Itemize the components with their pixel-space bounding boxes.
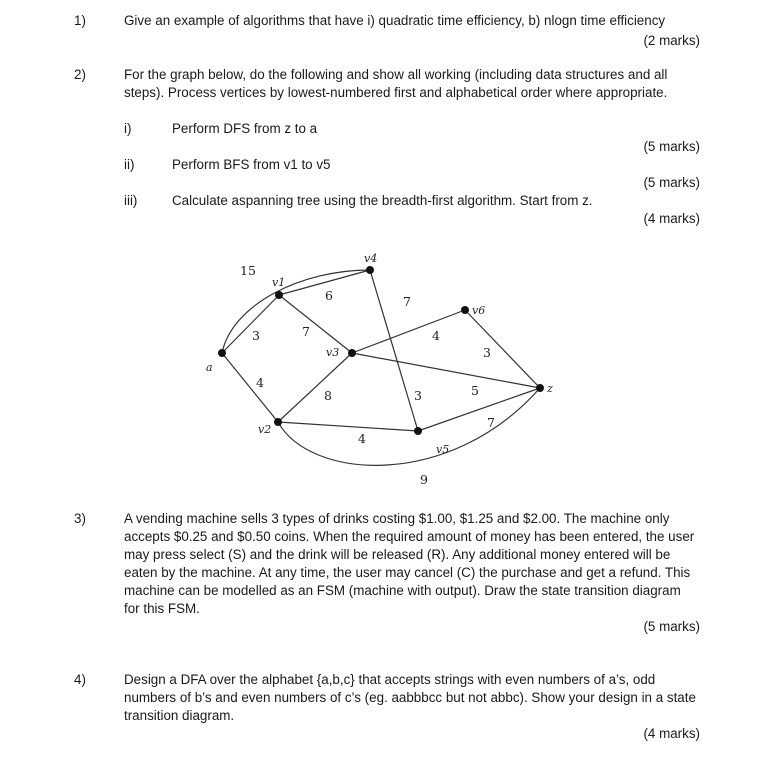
vertex-v3 [348, 349, 356, 357]
vertex-v5 [414, 427, 422, 435]
question-2-line-1: For the graph below, do the following and show all working (including data structures and all [124, 67, 668, 82]
question-2-part-3-marks: (4 marks) [643, 211, 700, 226]
weight-a-v1: 3 [252, 328, 260, 343]
vertex-v4 [366, 266, 374, 274]
edge-a-v2 [222, 353, 278, 422]
weight-v3-v6: 4 [432, 328, 440, 343]
question-4-line-3: transition diagram. [124, 708, 235, 723]
question-1-number: 1) [74, 13, 86, 28]
vertex-label-v1: v1 [272, 276, 286, 289]
question-4-number: 4) [74, 672, 86, 687]
weight-a-v4: 15 [240, 263, 256, 278]
vertex-z [536, 384, 544, 392]
question-2-part-2-number: ii) [124, 157, 135, 172]
question-1-text: Give an example of algorithms that have i) quadratic time efficiency, b) nlogn time efficiency [124, 13, 666, 28]
weight-v4-v5: 7 [403, 294, 411, 309]
question-2-number: 2) [74, 67, 86, 82]
edge-a-v1 [222, 295, 279, 353]
question-3-line-6: for this FSM. [124, 601, 200, 616]
vertex-v1 [275, 291, 283, 299]
vertex-label-v6: v6 [472, 304, 486, 317]
question-4-marks: (4 marks) [643, 726, 700, 741]
edge-v1-v3 [279, 295, 352, 353]
weight-a-v2: 4 [256, 375, 264, 390]
question-3-line-5: machine can be modelled as an FSM (machine with output). Draw the state transition diagram [124, 583, 681, 598]
edge-a-v4 [222, 270, 370, 353]
question-3-marks: (5 marks) [643, 619, 700, 634]
question-2-part-3-text: Calculate aspanning tree using the breadth-first algorithm. Start from z. [172, 193, 593, 208]
weight-v3-z: 5 [471, 383, 479, 398]
question-3-line-4: eaten by the machine. At any time, the user may cancel (C) the purchase and get a refund. This [124, 565, 691, 580]
question-1-marks: (2 marks) [643, 33, 700, 48]
question-4-line-2: numbers of b’s and even numbers of c’s (eg. aabbbcc but not abbc). Show your design in a state [124, 690, 696, 705]
vertex-label-v3: v3 [326, 346, 340, 359]
edge-v2-v5 [278, 422, 418, 431]
vertex-v6 [461, 306, 469, 314]
question-2-part-1-number: i) [124, 121, 132, 136]
question-3-line-1: A vending machine sells 3 types of drinks costing $1.00, $1.25 and $2.00. The machine only [124, 511, 670, 526]
vertex-label-v5: v5 [436, 443, 450, 456]
weight-v2-v3: 8 [324, 388, 332, 403]
edge-v5-z [418, 388, 540, 431]
vertex-v2 [274, 418, 282, 426]
question-2-part-1-text: Perform DFS from z to a [172, 121, 318, 136]
weight-v1-v4: 6 [325, 288, 333, 303]
question-2-part-3-number: iii) [124, 193, 138, 208]
question-2-part-2-marks: (5 marks) [643, 175, 700, 190]
question-2-line-2: steps). Process vertices by lowest-numbered first and alphabetical order where appropriate. [124, 85, 668, 100]
vertex-label-v4: v4 [364, 252, 378, 265]
weight-v2-v5: 4 [358, 431, 366, 446]
question-3-line-3: may press select (S) and the drink will be released (R). Any additional money entered will be [124, 547, 671, 562]
weight-v2-z: 9 [420, 472, 428, 487]
vertex-label-v2: v2 [258, 423, 272, 436]
weight-v6-z: 3 [483, 345, 491, 360]
weight-v4-v5-lower: 3 [414, 388, 422, 403]
edge-v2-v3 [278, 353, 352, 422]
weight-v1-v3: 7 [302, 324, 310, 339]
question-4-line-1: Design a DFA over the alphabet {a,b,c} that accepts strings with even numbers of a’s, odd [124, 672, 656, 687]
question-3-line-2: accepts $0.25 and $0.50 coins. When the required amount of money has been entered, the user [124, 529, 695, 544]
edge-v3-v6 [352, 310, 465, 353]
weight-v5-z: 7 [487, 415, 495, 430]
question-3-number: 3) [74, 511, 86, 526]
question-2-part-1-marks: (5 marks) [643, 139, 700, 154]
vertex-a [218, 349, 226, 357]
question-2-part-2-text: Perform BFS from v1 to v5 [172, 157, 331, 172]
vertex-label-z: z [547, 382, 553, 395]
vertex-label-a: a [206, 361, 213, 374]
